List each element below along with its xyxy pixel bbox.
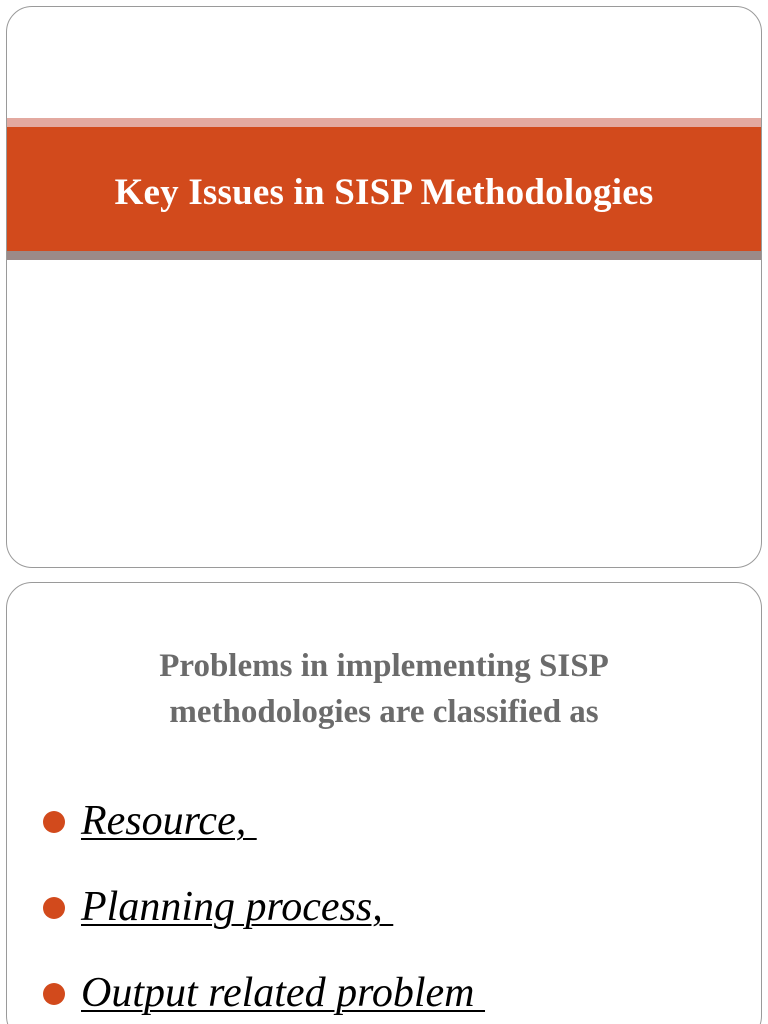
title-band-bottom-stripe [7,251,761,260]
bullet-item-resource [7,795,761,881]
subtitle-line-1: Problems in implementing SISP [159,648,609,684]
bullet-list [7,795,761,1024]
slide-title: Key Issues in SISP Methodologies [114,171,654,213]
title-slide [6,6,762,568]
bullet-dot-icon [43,897,65,919]
subtitle-line-2: methodologies are classified as [169,694,599,730]
bullet-item-planning-process [7,881,761,967]
bullet-text: Resource, [81,798,257,844]
bullet-dot-icon [43,983,65,1005]
title-band-top-stripe [7,118,761,127]
bullet-text: Planning process, [81,884,394,930]
title-band [7,127,761,251]
content-slide [6,582,762,1024]
slide-subtitle [7,643,761,735]
bullet-item-output-related-problem [7,967,761,1024]
bullet-text: Output related problem [81,970,486,1016]
bullet-dot-icon [43,811,65,833]
